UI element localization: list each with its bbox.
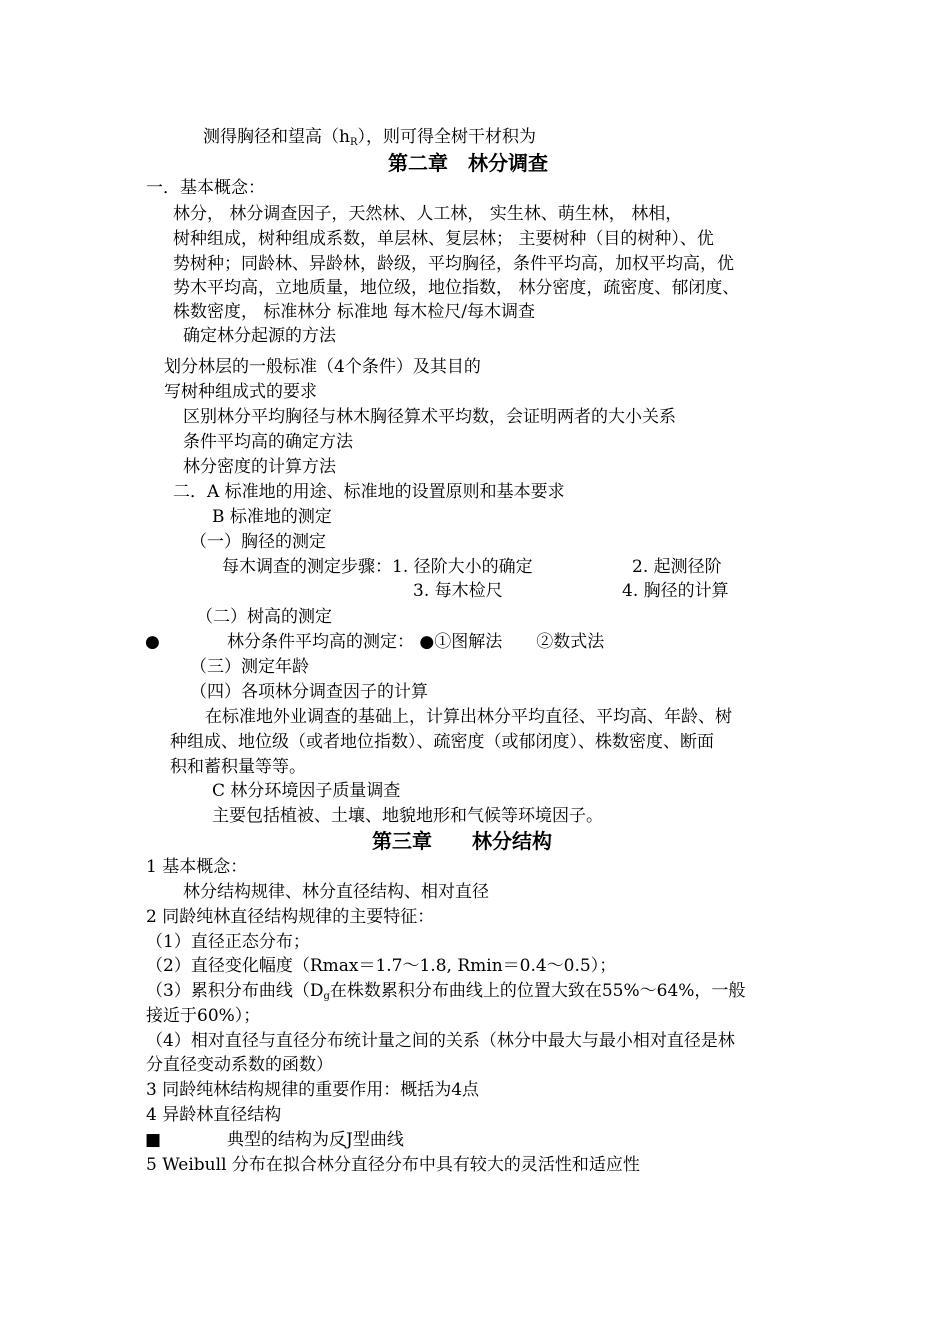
paragraph-line: 在标准地外业调查的基础上，计算出林分平均直径、平均高、年龄、树 — [205, 707, 732, 727]
concept-line: 株数密度， 标准林分 标准地 每木检尺/每木调查 — [173, 302, 535, 322]
text-line: （2）直径变化幅度（Rmax＝1.7～1.8, Rmin＝0.4～0.5）； — [146, 956, 617, 976]
text-line: （四）各项林分调查因子的计算 — [190, 682, 428, 702]
text-line: 接近于60%）； — [146, 1006, 261, 1026]
bullet-icon: ● — [145, 632, 160, 652]
text-line: 4. 胸径的计算 — [622, 581, 729, 601]
text-line: 林分密度的计算方法 — [183, 457, 336, 477]
text-line: 5 Weibull 分布在拟合林分直径分布中具有较大的灵活性和适应性 — [146, 1155, 640, 1175]
text-line: （4）相对直径与直径分布统计量之间的关系（林分中最大与最小相对直径是林 — [146, 1031, 735, 1051]
paragraph-line: 积和蓄积量等等。 — [170, 757, 306, 777]
text-line: （三）测定年龄 — [190, 657, 309, 677]
text-line: 区别林分平均胸径与林木胸径算术平均数，会证明两者的大小关系 — [183, 407, 676, 427]
text-line: 2 同龄纯林直径结构规律的主要特征： — [146, 907, 435, 927]
text-line: 主要包括植被、土壤、地貌地形和气候等环境因子。 — [212, 806, 603, 826]
text-line: （一）胸径的测定 — [190, 532, 326, 552]
text-fragment: ），则可得全树干材积为 — [357, 127, 536, 147]
text-line: （二）树高的测定 — [196, 607, 332, 627]
text-line: 3 同龄纯林结构规律的重要作用：概括为4点 — [146, 1080, 480, 1100]
text-fragment: （3）累积分布曲线（D — [146, 981, 324, 1001]
text-line: 分直径变动系数的函数） — [146, 1055, 333, 1075]
square-bullet-icon: ■ — [145, 1130, 162, 1150]
chapter-2-title: 第二章 林分调查 — [388, 151, 548, 175]
text-line: 林分结构规律、林分直径结构、相对直径 — [183, 882, 489, 902]
text-line: 划分林层的一般标准（4个条件）及其目的 — [164, 357, 481, 377]
chapter-3-title: 第三章 林分结构 — [372, 829, 552, 853]
text-line: 4 异龄林直径结构 — [146, 1105, 282, 1125]
text-line: 典型的结构为反J型曲线 — [227, 1130, 404, 1150]
text-line: 2. 起测径阶 — [632, 557, 722, 577]
text-line: 确定林分起源的方法 — [183, 326, 336, 346]
subscript-r: R — [349, 137, 358, 148]
concept-line: 树种组成，树种组成系数，单层林、复层林； 主要树种（目的树种）、优 — [173, 229, 714, 249]
text-line: C 林分环境因子质量调查 — [212, 781, 401, 801]
concept-line: 势木平均高，立地质量，地位级，地位指数， 林分密度，疏密度、郁闭度、 — [173, 278, 740, 298]
concept-line: 势树种；同龄林、异龄林，龄级，平均胸径，条件平均高，加权平均高，优 — [173, 254, 734, 274]
text-line: 条件平均高的确定方法 — [183, 432, 353, 452]
text-line: B 标准地的测定 — [212, 507, 332, 527]
text-line: 3. 每木检尺 — [413, 581, 503, 601]
text-line: 林分条件平均高的测定： ●①图解法 ②数式法 — [227, 632, 605, 652]
text-line — [146, 980, 745, 1008]
text-fragment: 测得胸径和望高（h — [203, 127, 350, 147]
text-line: （1）直径正态分布； — [146, 932, 310, 952]
text-line: 每木调查的测定步骤：1. 径阶大小的确定 — [222, 557, 533, 577]
subscript-g: g — [323, 991, 330, 1002]
section-sample-plot: 二．A 标准地的用途、标准地的设置原则和基本要求 — [173, 482, 565, 502]
text-fragment: 在株数累积分布曲线上的位置大致在55%～64%，一般 — [329, 981, 746, 1001]
section-basic-concepts: 一．基本概念： — [146, 178, 265, 198]
text-line: 1 基本概念： — [146, 857, 248, 877]
text-line: 写树种组成式的要求 — [164, 382, 317, 402]
concept-line: 林分， 林分调查因子，天然林、人工林， 实生林、萌生林， 林相， — [173, 204, 683, 224]
paragraph-line: 种组成、地位级（或者地位指数）、疏密度（或郁闭度）、株数密度、断面 — [170, 732, 714, 752]
